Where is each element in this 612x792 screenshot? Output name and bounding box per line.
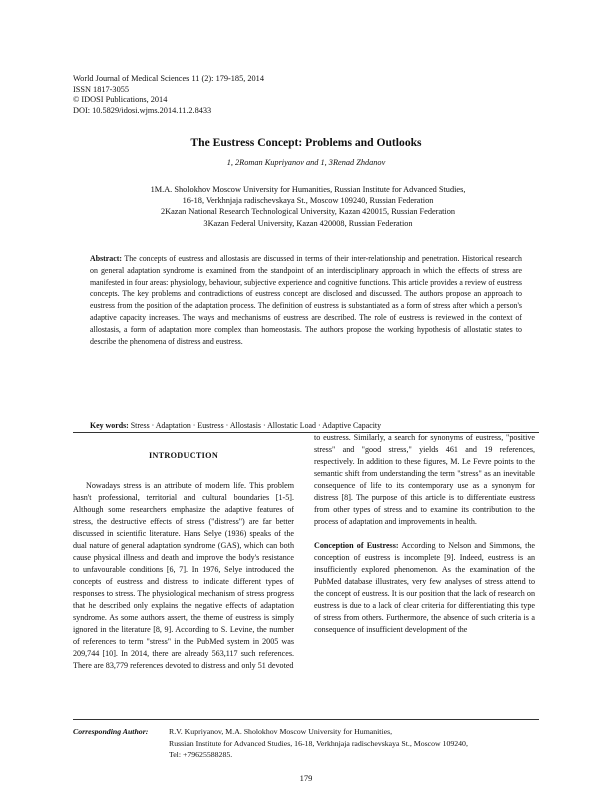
affiliations [80, 184, 536, 229]
keywords [90, 421, 522, 430]
section-heading-introduction: INTRODUCTION [148, 451, 219, 460]
affiliation-line: 1M.A. Sholokhov Moscow University for Humanities, Russian Institute for Advanced Studies, [150, 185, 466, 194]
abstract-label: Abstract: [90, 254, 122, 263]
corresponding-line: R.V. Kupriyanov, M.A. Sholokhov Moscow University for Humanities, [169, 727, 393, 736]
journal-issn: ISSN 1817-3055 [73, 84, 130, 94]
keywords-label: Key words: [90, 421, 129, 430]
corresponding-author-details [169, 726, 549, 761]
footer-divider [73, 719, 539, 720]
affiliation-line: 2Kazan National Research Technological University, Kazan 420015, Russian Federation [160, 207, 456, 217]
runin-heading-conception: Conception of Eustress: [314, 541, 399, 550]
journal-doi: DOI: 10.5829/idosi.wjms.2014.11.2.8433 [73, 105, 212, 115]
abstract-text: The concepts of eustress and allostasis are discussed in terms of their inter-relationship and penetration. Historical research on general adaptation syndrome is examined from the standpoint of an interdisciplinary approach in which the effects of stress are manifested in four areas: physiology, behaviour, subjective experience and cognitive functions. This article provides a review of eustress concepts. The key problems and contradictions of eustress concept are disclosed and discussed. The authors propose an approach to eustress from the position of the adaptation process. The definition of eustress is substantiated as a form of stress after which a person's adaptive capacity increases. The ways and mechanisms of eustress are described. The role of eustress is reviewed in the context of allostasis, a form of adaptation more complex than homeostasis. The authors propose the working hypothesis of allostatic states to describe the phenomena of distress and eustress. [90, 254, 522, 346]
paragraph: to eustress. Similarly, a search for synonyms of eustress, "positive stress" and "good stress," yields 461 and 19 references, respectively. In addition to these figures, M. Le Fevre points to the semantic shift from understanding the term "stress" as an inevitable consequence of life to its contemporary use as a synonym for distress [8]. The purpose of this article is to differentiate eustress from other types of stress and to examine its contribution to the process of adaptation and improvements in health. [314, 433, 535, 526]
paragraph-conception [314, 540, 535, 636]
column-left [73, 450, 294, 672]
author-list: 1, 2Roman Kupriyanov and 1, 3Renad Zhdanov [226, 158, 386, 167]
journal-copyright: © IDOSI Publications, 2014 [73, 95, 168, 105]
column-right [314, 432, 535, 636]
journal-citation: World Journal of Medical Sciences 11 (2): 179-185, 2014 [73, 74, 264, 83]
corresponding-author [73, 726, 468, 759]
paragraph: Nowadays stress is an attribute of modern life. This problem hasn't professional, territorial and cultural boundaries [1-5]. Although some researchers emphasize the adaptive features of stress, the destructive effects of stress ("distress") are far better discussed in scientific literature. Hans Selye (1936) speaks of the dual nature of general adaptation syndrome (GAS), which can both cause physical illness and death and improve the body's resistance to unfavourable conditions [6, 7]. In 1976, Selye introduced the concepts of eustress and distress to indicate different types of responses to stress. The physiological mechanism of stress progress that he described only explains the negative effects of adaptation syndrome. As some authors assert, the theme of eustress is simply ignored in the literature [8, 9]. According to S. Levine, the number of references to term "stress" in the PubMed system in 2005 was 209,744 [10]. In 2014, there are already 563,117 such references. There are 83,779 references devoted to distress and only 51 devoted [73, 481, 294, 670]
abstract [90, 253, 522, 347]
affiliation-line: 3Kazan Federal University, Kazan 420008, Russian Federation [203, 218, 413, 228]
corresponding-line: Russian Institute for Advanced Studies, 16-18, Verkhnjaja radischevskaya St., Moscow 109240, [169, 738, 468, 748]
corresponding-author-label: Corresponding Author: [73, 727, 149, 736]
corresponding-line: Tel: +79625588285. [169, 750, 233, 759]
page-number: 179 [299, 773, 313, 783]
paper-title: The Eustress Concept: Problems and Outlooks [190, 136, 422, 149]
conception-text: According to Nelson and Simmons, the conception of eustress is incomplete [9]. Indeed, eustress is an insufficiently explored phenomenon. As the examination of the PubMed database illustrates, very few analyses of stress attend to the concept of eustress. It is our position that the lack of research on eustress is due to a lack of clear criteria for differentiating this type of stress from others. Furthermore, the absence of such criteria is a consequence of insufficient development of the [314, 541, 536, 634]
affiliation-line: 16-18, Verkhnjaja radischevskaya St., Moscow 109240, Russian Federation [182, 196, 434, 206]
journal-header [73, 74, 264, 116]
keywords-text: Stress · Adaptation · Eustress · Allostasis · Allostatic Load · Adaptive Capacity [130, 421, 382, 430]
